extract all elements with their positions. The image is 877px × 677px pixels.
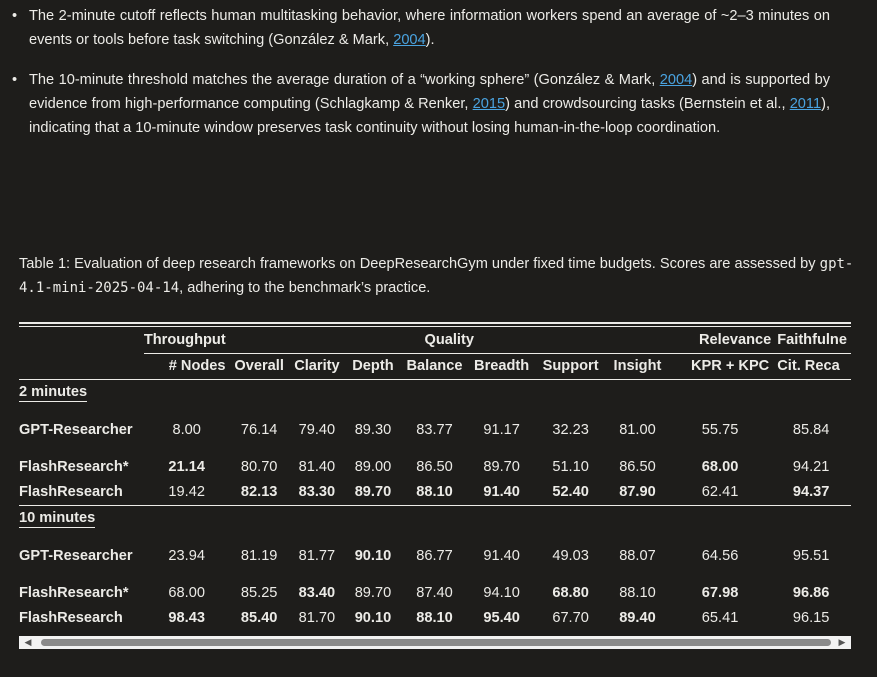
citation-link[interactable]: 2011 bbox=[789, 96, 822, 112]
group-quality: Quality bbox=[230, 328, 669, 354]
table-cell: 88.10 bbox=[401, 480, 468, 506]
table-cell: 86.50 bbox=[416, 459, 453, 475]
section-label: 10 minutes bbox=[19, 510, 96, 526]
table-cell: 96.86 bbox=[792, 585, 830, 601]
row-name: GPT-Researcher bbox=[19, 422, 133, 438]
table-cell: 95.40 bbox=[483, 610, 520, 626]
model-name: gpt-4.1-mini-2025-04-14 bbox=[19, 256, 854, 296]
row-name: FlashResearch* bbox=[19, 459, 129, 475]
table-cell: 21.14 bbox=[168, 459, 205, 475]
table-cell: 67.98 bbox=[701, 585, 739, 601]
table-cell: 89.00 bbox=[354, 459, 392, 475]
row-name: FlashResearch bbox=[19, 610, 123, 626]
table-cell: 83.30 bbox=[289, 480, 345, 506]
table-cell: 89.70 bbox=[345, 480, 401, 506]
table-cell: 95.51 bbox=[792, 548, 830, 564]
table-row bbox=[19, 581, 851, 606]
table-cell: 83.77 bbox=[416, 422, 453, 438]
table-cell: 76.14 bbox=[240, 422, 278, 438]
column-header: Support bbox=[535, 354, 606, 380]
table-cell: 86.50 bbox=[619, 459, 656, 475]
table-cell: 19.42 bbox=[144, 480, 230, 506]
column-header-row bbox=[19, 354, 851, 380]
table-cell: 96.15 bbox=[792, 610, 830, 626]
scrollbar-thumb[interactable] bbox=[41, 639, 831, 646]
table-cell: 80.70 bbox=[240, 459, 278, 475]
table-cell: 85.84 bbox=[792, 422, 830, 438]
table-cell: 68.80 bbox=[552, 585, 589, 601]
group-header-row bbox=[19, 328, 851, 354]
table-row bbox=[19, 531, 851, 581]
group-throughput: Throughput bbox=[144, 328, 230, 354]
table-cell: 52.40 bbox=[535, 480, 606, 506]
section-2min bbox=[19, 380, 851, 506]
table-cell: 81.40 bbox=[298, 459, 336, 475]
table-row bbox=[19, 455, 851, 480]
bullet-item: • The 2-minute cutoff reflects human multitasking behavior, where information workers spend an average of ~2–3 minutes on events or tools before task switching (González & Mark, 2004). bbox=[10, 4, 830, 52]
table-cell: 81.77 bbox=[298, 548, 336, 564]
table-cell: 90.10 bbox=[354, 548, 392, 564]
table-cell: 88.10 bbox=[619, 585, 656, 601]
column-header: KPR + KPC bbox=[669, 354, 771, 380]
table-cell: 64.56 bbox=[701, 548, 739, 564]
table-top-rule-thin bbox=[19, 326, 851, 327]
table-cell: 88.10 bbox=[416, 610, 453, 626]
table-cell: 89.40 bbox=[619, 610, 656, 626]
table-cell: 89.70 bbox=[483, 459, 520, 475]
bullet-dot-icon: • bbox=[12, 8, 18, 24]
row-name: FlashResearch bbox=[19, 480, 144, 506]
section-label: 2 minutes bbox=[19, 384, 88, 400]
table-caption: Table 1: Evaluation of deep research frameworks on DeepResearchGym under fixed time budgets. Scores are assessed by gpt-4.1-mini-2025-04-14, adhering to the benchmark’s practice. bbox=[19, 256, 854, 296]
table-cell: 51.10 bbox=[552, 459, 589, 475]
citation-link[interactable]: 2004 bbox=[393, 32, 426, 48]
table-cell: 81.19 bbox=[240, 548, 278, 564]
table-cell: 55.75 bbox=[701, 422, 739, 438]
column-header: Breadth bbox=[468, 354, 535, 380]
table-cell: 81.70 bbox=[298, 610, 336, 626]
group-faithfulness: Faithfulne bbox=[771, 328, 851, 354]
table-cell: 94.37 bbox=[771, 480, 851, 506]
table-cell: 62.41 bbox=[669, 480, 771, 506]
table-cell: 88.07 bbox=[619, 548, 656, 564]
scroll-right-icon[interactable]: ▶ bbox=[838, 637, 846, 647]
table-cell: 89.30 bbox=[354, 422, 392, 438]
column-header: Overall bbox=[230, 354, 289, 380]
table-cell: 68.00 bbox=[168, 585, 205, 601]
table-cell: 87.40 bbox=[416, 585, 453, 601]
table-cell: 82.13 bbox=[230, 480, 289, 506]
table-cell: 90.10 bbox=[354, 610, 392, 626]
section-10min bbox=[19, 506, 851, 632]
table-cell: 94.21 bbox=[792, 459, 830, 475]
column-header: Balance bbox=[401, 354, 468, 380]
column-header: Depth bbox=[345, 354, 401, 380]
horizontal-scrollbar[interactable] bbox=[19, 636, 851, 649]
scroll-left-icon[interactable]: ◀ bbox=[24, 637, 32, 647]
row-name: FlashResearch* bbox=[19, 585, 129, 601]
row-name: GPT-Researcher bbox=[19, 548, 133, 564]
table-cell: 68.00 bbox=[701, 459, 739, 475]
table-cell: 79.40 bbox=[298, 422, 336, 438]
column-header: # Nodes bbox=[144, 354, 230, 380]
table-cell: 86.77 bbox=[416, 548, 453, 564]
table-cell: 23.94 bbox=[168, 548, 205, 564]
results-table-container[interactable] bbox=[19, 322, 851, 652]
table-cell: 65.41 bbox=[701, 610, 739, 626]
table-cell: 85.25 bbox=[240, 585, 278, 601]
bullet-dot-icon: • bbox=[12, 72, 18, 88]
table-row bbox=[19, 405, 851, 455]
table-top-rule bbox=[19, 322, 851, 324]
bullet-list bbox=[10, 4, 830, 156]
table-cell: 94.10 bbox=[483, 585, 520, 601]
table-cell: 67.70 bbox=[552, 610, 589, 626]
table-cell: 85.40 bbox=[240, 610, 278, 626]
bullet-item: • The 10-minute threshold matches the average duration of a “working sphere” (González & Mark, 2004) and is supported by evidence from high-performance computing (Schlagkamp & Renker, 2015) and crowdsourcing tasks (Bernstein et al., 2011), indicating that a 10-minute window preserves task continuity without losing human-in-the-loop coordination. bbox=[10, 68, 830, 140]
table-cell: 8.00 bbox=[172, 422, 201, 438]
column-header: Clarity bbox=[289, 354, 345, 380]
results-table bbox=[19, 328, 851, 631]
group-relevance: Relevance bbox=[669, 328, 771, 354]
table-cell: 91.17 bbox=[483, 422, 520, 438]
table-cell: 83.40 bbox=[298, 585, 336, 601]
table-cell: 89.70 bbox=[354, 585, 392, 601]
table-row bbox=[19, 606, 851, 631]
table-cell: 98.43 bbox=[168, 610, 205, 626]
column-header: Cit. Reca bbox=[771, 354, 851, 380]
citation-link[interactable]: 2004 bbox=[659, 72, 693, 88]
table-cell: 91.40 bbox=[468, 480, 535, 506]
table-cell: 49.03 bbox=[552, 548, 589, 564]
citation-link[interactable]: 2015 bbox=[472, 96, 506, 112]
column-header: Insight bbox=[606, 354, 669, 380]
table-cell: 81.00 bbox=[619, 422, 656, 438]
table-cell: 87.90 bbox=[606, 480, 669, 506]
table-row bbox=[19, 480, 851, 506]
table-cell: 91.40 bbox=[483, 548, 520, 564]
table-cell: 32.23 bbox=[552, 422, 589, 438]
